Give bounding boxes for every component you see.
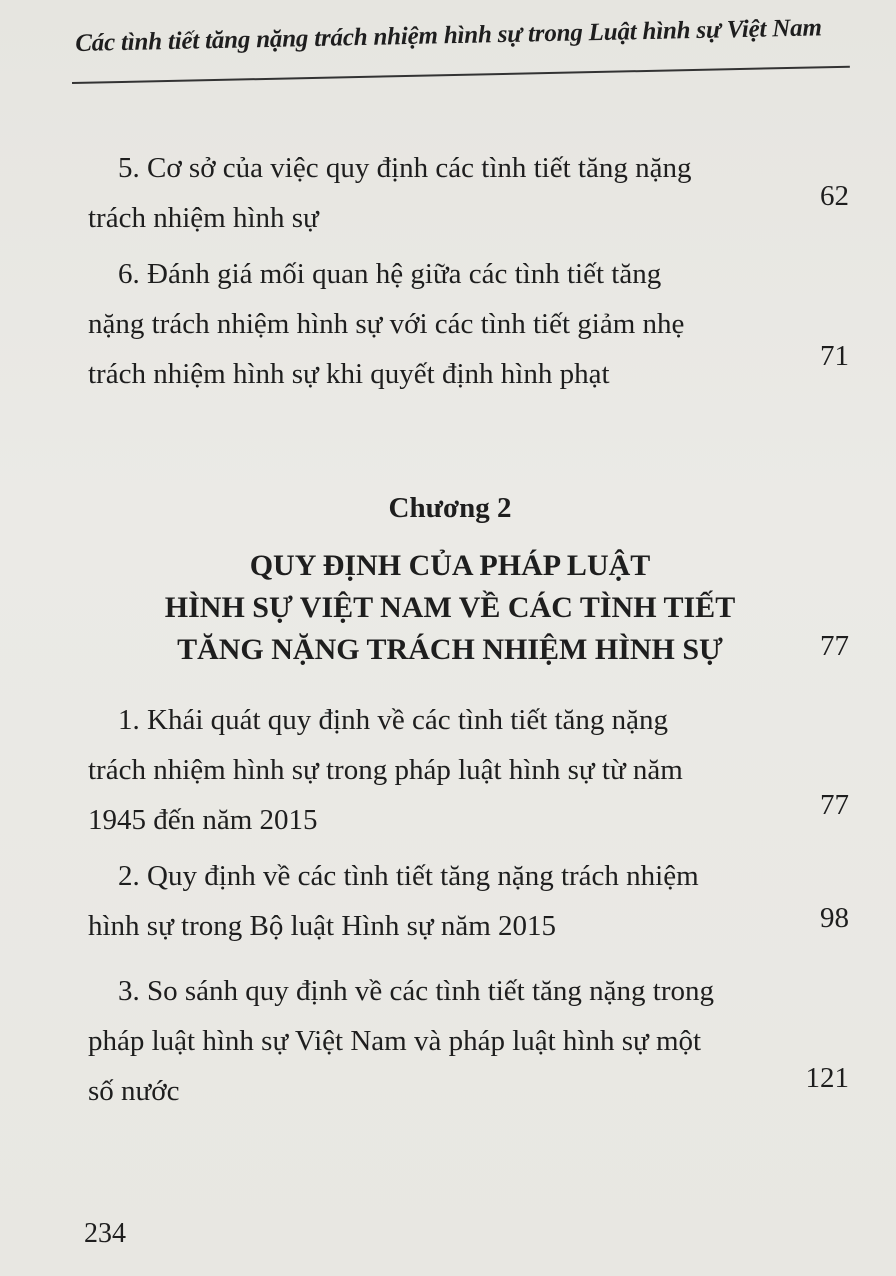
toc-entry-line: 6. Đánh giá mối quan hệ giữa các tình tiết tăng bbox=[118, 258, 662, 290]
toc-entry-line: 1945 đến năm 2015 bbox=[88, 804, 318, 836]
toc-entry-line: 3. So sánh quy định về các tình tiết tăng nặng trong bbox=[118, 975, 715, 1007]
chapter-title-line: HÌNH SỰ VIỆT NAM VỀ CÁC TÌNH TIẾT bbox=[164, 591, 736, 624]
toc-entry-line: trách nhiệm hình sự bbox=[88, 202, 319, 234]
toc-page-number: 71 bbox=[820, 340, 849, 372]
toc-page-number: 77 bbox=[820, 630, 849, 662]
toc-entry-line: số nước bbox=[88, 1075, 180, 1107]
chapter-label: Chương 2 bbox=[388, 492, 512, 524]
toc-entry bbox=[88, 143, 748, 243]
toc-entry bbox=[88, 695, 748, 845]
toc-entry-line: 5. Cơ sở của việc quy định các tình tiết tăng nặng bbox=[118, 152, 692, 184]
chapter-title-line: QUY ĐỊNH CỦA PHÁP LUẬT bbox=[249, 549, 651, 582]
toc-page-number: 98 bbox=[820, 902, 849, 934]
header-rule bbox=[72, 66, 850, 84]
running-header: Các tình tiết tăng nặng trách nhiệm hình sự trong Luật hình sự Việt Nam bbox=[75, 14, 822, 57]
toc-entry-line: hình sự trong Bộ luật Hình sự năm 2015 bbox=[88, 910, 557, 942]
toc-page-number: 121 bbox=[805, 1062, 849, 1094]
toc-entry-line: pháp luật hình sự Việt Nam và pháp luật hình sự một bbox=[88, 1025, 702, 1057]
toc-entry-line: 2. Quy định về các tình tiết tăng nặng trách nhiệm bbox=[118, 860, 699, 892]
toc-entry-line: 1. Khái quát quy định về các tình tiết tăng nặng bbox=[118, 704, 669, 736]
toc-entry-line: nặng trách nhiệm hình sự với các tình tiết giảm nhẹ bbox=[88, 308, 685, 340]
toc-entry-line: trách nhiệm hình sự trong pháp luật hình sự từ năm bbox=[88, 754, 683, 786]
toc-entry bbox=[88, 966, 748, 1116]
toc-entry bbox=[88, 249, 748, 399]
page-number-footer: 234 bbox=[84, 1218, 126, 1249]
chapter-title-line: TĂNG NẶNG TRÁCH NHIỆM HÌNH SỰ bbox=[177, 633, 723, 666]
toc-entry-line: trách nhiệm hình sự khi quyết định hình phạt bbox=[88, 358, 610, 390]
toc-entry bbox=[88, 851, 748, 951]
toc-page-number: 62 bbox=[820, 180, 849, 212]
toc-page-number: 77 bbox=[820, 789, 849, 821]
